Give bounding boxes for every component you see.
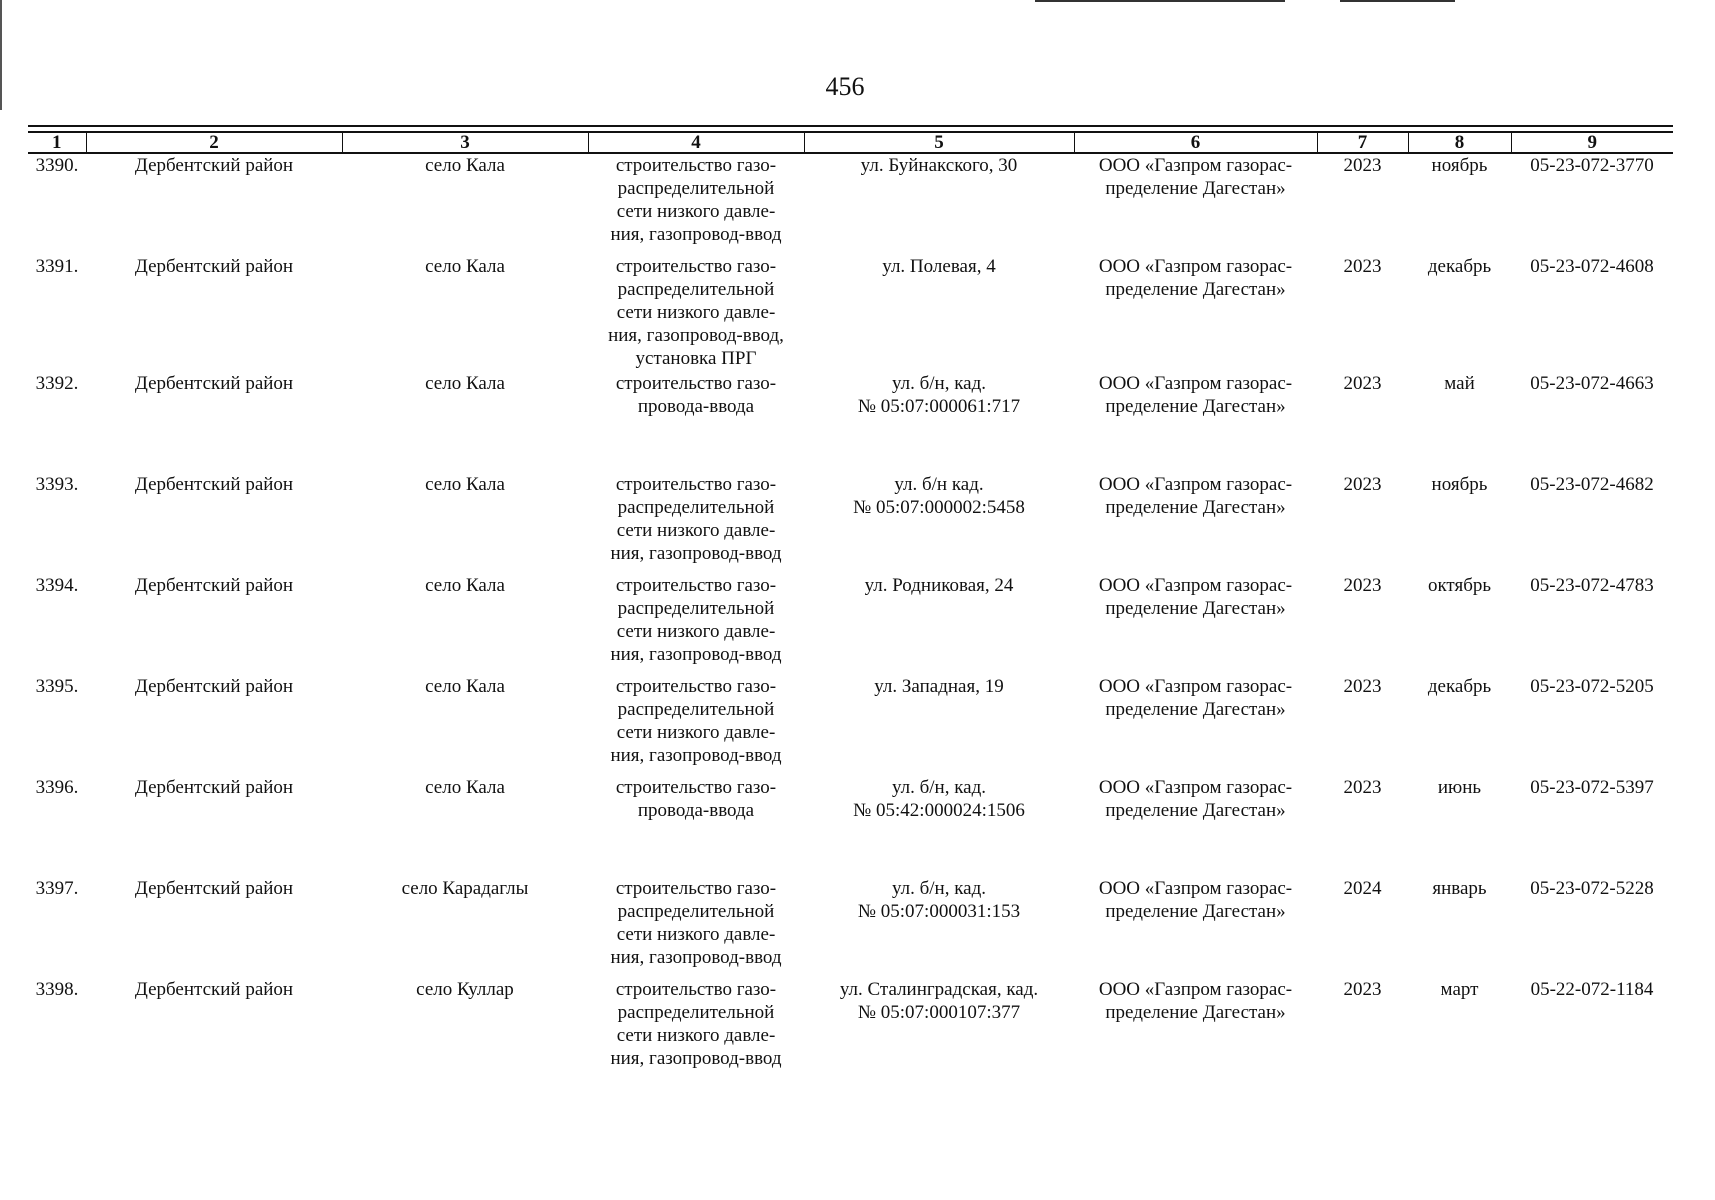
organization-cell xyxy=(1074,473,1317,574)
work-description-cell-line: ния, газопровод-ввод xyxy=(610,947,782,968)
address-cell xyxy=(804,877,1074,978)
month-cell: ноябрь xyxy=(1431,474,1488,495)
organization-cell xyxy=(1074,574,1317,675)
table-row xyxy=(28,776,1673,877)
work-description-cell-line: ния, газопровод-ввод xyxy=(610,644,782,665)
code-cell: 05-23-072-3770 xyxy=(1530,155,1654,176)
month-cell: март xyxy=(1440,979,1479,1000)
organization-cell-line: пределение Дагестан» xyxy=(1105,1002,1286,1023)
address-cell xyxy=(804,978,1074,1079)
address-cell-line: ул. б/н, кад. xyxy=(891,373,987,394)
organization-cell-line: ООО «Газпром газорас- xyxy=(1098,676,1293,697)
address-cell-line: № 05:42:000024:1506 xyxy=(853,800,1025,821)
work-description-cell-line: строительство газо- xyxy=(615,373,777,394)
table-row xyxy=(28,574,1673,675)
district-cell: Дербентский район xyxy=(134,878,294,899)
work-description-cell-line: ния, газопровод-ввод xyxy=(610,1048,782,1069)
work-description-cell xyxy=(588,978,804,1079)
month-cell: январь xyxy=(1432,878,1487,899)
year-cell: 2023 xyxy=(1343,373,1382,394)
page-number: 456 xyxy=(825,72,865,101)
work-description-cell-line: строительство газо- xyxy=(615,155,777,176)
table-body xyxy=(28,153,1673,1079)
work-description-cell xyxy=(588,372,804,473)
work-description-cell-line: строительство газо- xyxy=(615,474,777,495)
organization-cell xyxy=(1074,978,1317,1079)
district-cell: Дербентский район xyxy=(134,676,294,697)
column-header: 2 xyxy=(86,132,342,153)
year-cell: 2023 xyxy=(1343,979,1382,1000)
address-cell-line: ул. Западная, 19 xyxy=(874,676,1004,697)
year-cell: 2023 xyxy=(1343,155,1382,176)
address-cell xyxy=(804,255,1074,372)
header-row xyxy=(28,132,1673,153)
settlement-cell: село Кала xyxy=(425,777,505,798)
organization-cell-line: пределение Дагестан» xyxy=(1105,699,1286,720)
registry-table xyxy=(28,131,1673,1079)
district-cell: Дербентский район xyxy=(134,575,294,596)
organization-cell xyxy=(1074,153,1317,255)
settlement-cell: село Кала xyxy=(425,373,505,394)
work-description-cell xyxy=(588,574,804,675)
year-cell: 2023 xyxy=(1343,777,1382,798)
year-cell: 2023 xyxy=(1343,676,1382,697)
column-header: 1 xyxy=(28,132,86,153)
column-header: 3 xyxy=(342,132,588,153)
address-cell-line: ул. Родниковая, 24 xyxy=(864,575,1014,596)
work-description-cell-line: установка ПРГ xyxy=(635,348,757,369)
district-cell: Дербентский район xyxy=(134,373,294,394)
month-cell: декабрь xyxy=(1427,256,1492,277)
address-cell-line: № 05:07:000061:717 xyxy=(857,396,1021,417)
settlement-cell: село Карадаглы xyxy=(401,878,529,899)
code-cell: 05-23-072-4783 xyxy=(1530,575,1654,596)
work-description-cell-line: распределительной xyxy=(617,901,775,922)
address-cell-line: № 05:07:000031:153 xyxy=(857,901,1021,922)
organization-cell-line: ООО «Газпром газорас- xyxy=(1098,979,1293,1000)
address-cell-line: ул. б/н, кад. xyxy=(891,777,987,798)
settlement-cell: село Кала xyxy=(425,256,505,277)
work-description-cell-line: сети низкого давле- xyxy=(616,201,776,222)
month-cell: ноябрь xyxy=(1431,155,1488,176)
row-number: 3393. xyxy=(35,474,79,495)
work-description-cell xyxy=(588,675,804,776)
organization-cell xyxy=(1074,372,1317,473)
column-header: 6 xyxy=(1074,132,1317,153)
table-row xyxy=(28,153,1673,255)
year-cell: 2023 xyxy=(1343,474,1382,495)
scan-artifact-edge xyxy=(0,0,2,110)
organization-cell-line: ООО «Газпром газорас- xyxy=(1098,256,1293,277)
address-cell-line: ул. Полевая, 4 xyxy=(882,256,996,277)
work-description-cell-line: распределительной xyxy=(617,1002,775,1023)
row-number: 3392. xyxy=(35,373,79,394)
work-description-cell-line: сети низкого давле- xyxy=(616,520,776,541)
work-description-cell-line: распределительной xyxy=(617,497,775,518)
column-header: 8 xyxy=(1408,132,1511,153)
work-description-cell-line: строительство газо- xyxy=(615,777,777,798)
work-description-cell-line: строительство газо- xyxy=(615,676,777,697)
organization-cell-line: пределение Дагестан» xyxy=(1105,598,1286,619)
work-description-cell-line: строительство газо- xyxy=(615,878,777,899)
work-description-cell-line: распределительной xyxy=(617,598,775,619)
organization-cell xyxy=(1074,776,1317,877)
district-cell: Дербентский район xyxy=(134,256,294,277)
district-cell: Дербентский район xyxy=(134,155,294,176)
work-description-cell xyxy=(588,255,804,372)
organization-cell xyxy=(1074,877,1317,978)
work-description-cell-line: сети низкого давле- xyxy=(616,722,776,743)
table-row xyxy=(28,675,1673,776)
code-cell: 05-23-072-4682 xyxy=(1530,474,1654,495)
work-description-cell-line: распределительной xyxy=(617,279,775,300)
scan-artifact-line xyxy=(1035,0,1285,2)
work-description-cell xyxy=(588,153,804,255)
column-header: 7 xyxy=(1317,132,1408,153)
organization-cell-line: пределение Дагестан» xyxy=(1105,497,1286,518)
table-row xyxy=(28,877,1673,978)
work-description-cell xyxy=(588,877,804,978)
work-description-cell-line: провода-ввода xyxy=(637,396,755,417)
work-description-cell-line: сети низкого давле- xyxy=(616,621,776,642)
organization-cell-line: ООО «Газпром газорас- xyxy=(1098,474,1293,495)
row-number: 3390. xyxy=(35,155,79,176)
settlement-cell: село Кала xyxy=(425,575,505,596)
settlement-cell: село Кала xyxy=(425,676,505,697)
code-cell: 05-23-072-5228 xyxy=(1530,878,1654,899)
organization-cell xyxy=(1074,675,1317,776)
address-cell xyxy=(804,473,1074,574)
code-cell: 05-23-072-4608 xyxy=(1530,256,1654,277)
work-description-cell xyxy=(588,776,804,877)
year-cell: 2023 xyxy=(1343,256,1382,277)
address-cell xyxy=(804,153,1074,255)
address-cell xyxy=(804,776,1074,877)
organization-cell-line: ООО «Газпром газорас- xyxy=(1098,155,1293,176)
address-cell-line: ул. б/н, кад. xyxy=(891,878,987,899)
address-cell xyxy=(804,574,1074,675)
organization-cell-line: пределение Дагестан» xyxy=(1105,800,1286,821)
work-description-cell-line: распределительной xyxy=(617,699,775,720)
organization-cell xyxy=(1074,255,1317,372)
organization-cell-line: ООО «Газпром газорас- xyxy=(1098,373,1293,394)
organization-cell-line: ООО «Газпром газорас- xyxy=(1098,777,1293,798)
code-cell: 05-23-072-5205 xyxy=(1530,676,1654,697)
organization-cell-line: ООО «Газпром газорас- xyxy=(1098,878,1293,899)
column-header: 4 xyxy=(588,132,804,153)
table-row xyxy=(28,372,1673,473)
address-cell-line: № 05:07:000107:377 xyxy=(857,1002,1021,1023)
work-description-cell-line: строительство газо- xyxy=(615,256,777,277)
month-cell: июнь xyxy=(1437,777,1482,798)
work-description-cell-line: сети низкого давле- xyxy=(616,302,776,323)
district-cell: Дербентский район xyxy=(134,979,294,1000)
address-cell-line: ул. б/н кад. xyxy=(894,474,984,495)
work-description-cell-line: распределительной xyxy=(617,178,775,199)
organization-cell-line: пределение Дагестан» xyxy=(1105,178,1286,199)
work-description-cell-line: ния, газопровод-ввод xyxy=(610,224,782,245)
district-cell: Дербентский район xyxy=(134,777,294,798)
row-number: 3395. xyxy=(35,676,79,697)
work-description-cell-line: ния, газопровод-ввод, xyxy=(608,325,784,346)
month-cell: май xyxy=(1444,373,1475,394)
code-cell: 05-22-072-1184 xyxy=(1530,979,1654,1000)
month-cell: декабрь xyxy=(1427,676,1492,697)
organization-cell-line: пределение Дагестан» xyxy=(1105,396,1286,417)
row-number: 3397. xyxy=(35,878,79,899)
scan-artifact-line xyxy=(1340,0,1455,2)
work-description-cell-line: ния, газопровод-ввод xyxy=(610,543,782,564)
settlement-cell: село Куллар xyxy=(416,979,514,1000)
year-cell: 2023 xyxy=(1343,575,1382,596)
code-cell: 05-23-072-5397 xyxy=(1530,777,1654,798)
row-number: 3398. xyxy=(35,979,79,1000)
table-row xyxy=(28,978,1673,1079)
column-header: 9 xyxy=(1511,132,1673,153)
organization-cell-line: пределение Дагестан» xyxy=(1105,901,1286,922)
district-cell: Дербентский район xyxy=(134,474,294,495)
work-description-cell-line: сети низкого давле- xyxy=(616,924,776,945)
address-cell xyxy=(804,372,1074,473)
address-cell-line: ул. Буйнакского, 30 xyxy=(860,155,1018,176)
address-cell-line: № 05:07:000002:5458 xyxy=(853,497,1025,518)
month-cell: октябрь xyxy=(1427,575,1492,596)
address-cell xyxy=(804,675,1074,776)
table-row xyxy=(28,255,1673,372)
year-cell: 2024 xyxy=(1343,878,1382,899)
column-header: 5 xyxy=(804,132,1074,153)
work-description-cell-line: ния, газопровод-ввод xyxy=(610,745,782,766)
work-description-cell-line: строительство газо- xyxy=(615,979,777,1000)
settlement-cell: село Кала xyxy=(425,155,505,176)
row-number: 3394. xyxy=(35,575,79,596)
work-description-cell-line: провода-ввода xyxy=(637,800,755,821)
work-description-cell xyxy=(588,473,804,574)
row-number: 3396. xyxy=(35,777,79,798)
work-description-cell-line: сети низкого давле- xyxy=(616,1025,776,1046)
organization-cell-line: ООО «Газпром газорас- xyxy=(1098,575,1293,596)
table-row xyxy=(28,473,1673,574)
code-cell: 05-23-072-4663 xyxy=(1530,373,1654,394)
work-description-cell-line: строительство газо- xyxy=(615,575,777,596)
settlement-cell: село Кала xyxy=(425,474,505,495)
organization-cell-line: пределение Дагестан» xyxy=(1105,279,1286,300)
row-number: 3391. xyxy=(35,256,79,277)
header-rule xyxy=(28,125,1673,127)
address-cell-line: ул. Сталинградская, кад. xyxy=(839,979,1039,1000)
